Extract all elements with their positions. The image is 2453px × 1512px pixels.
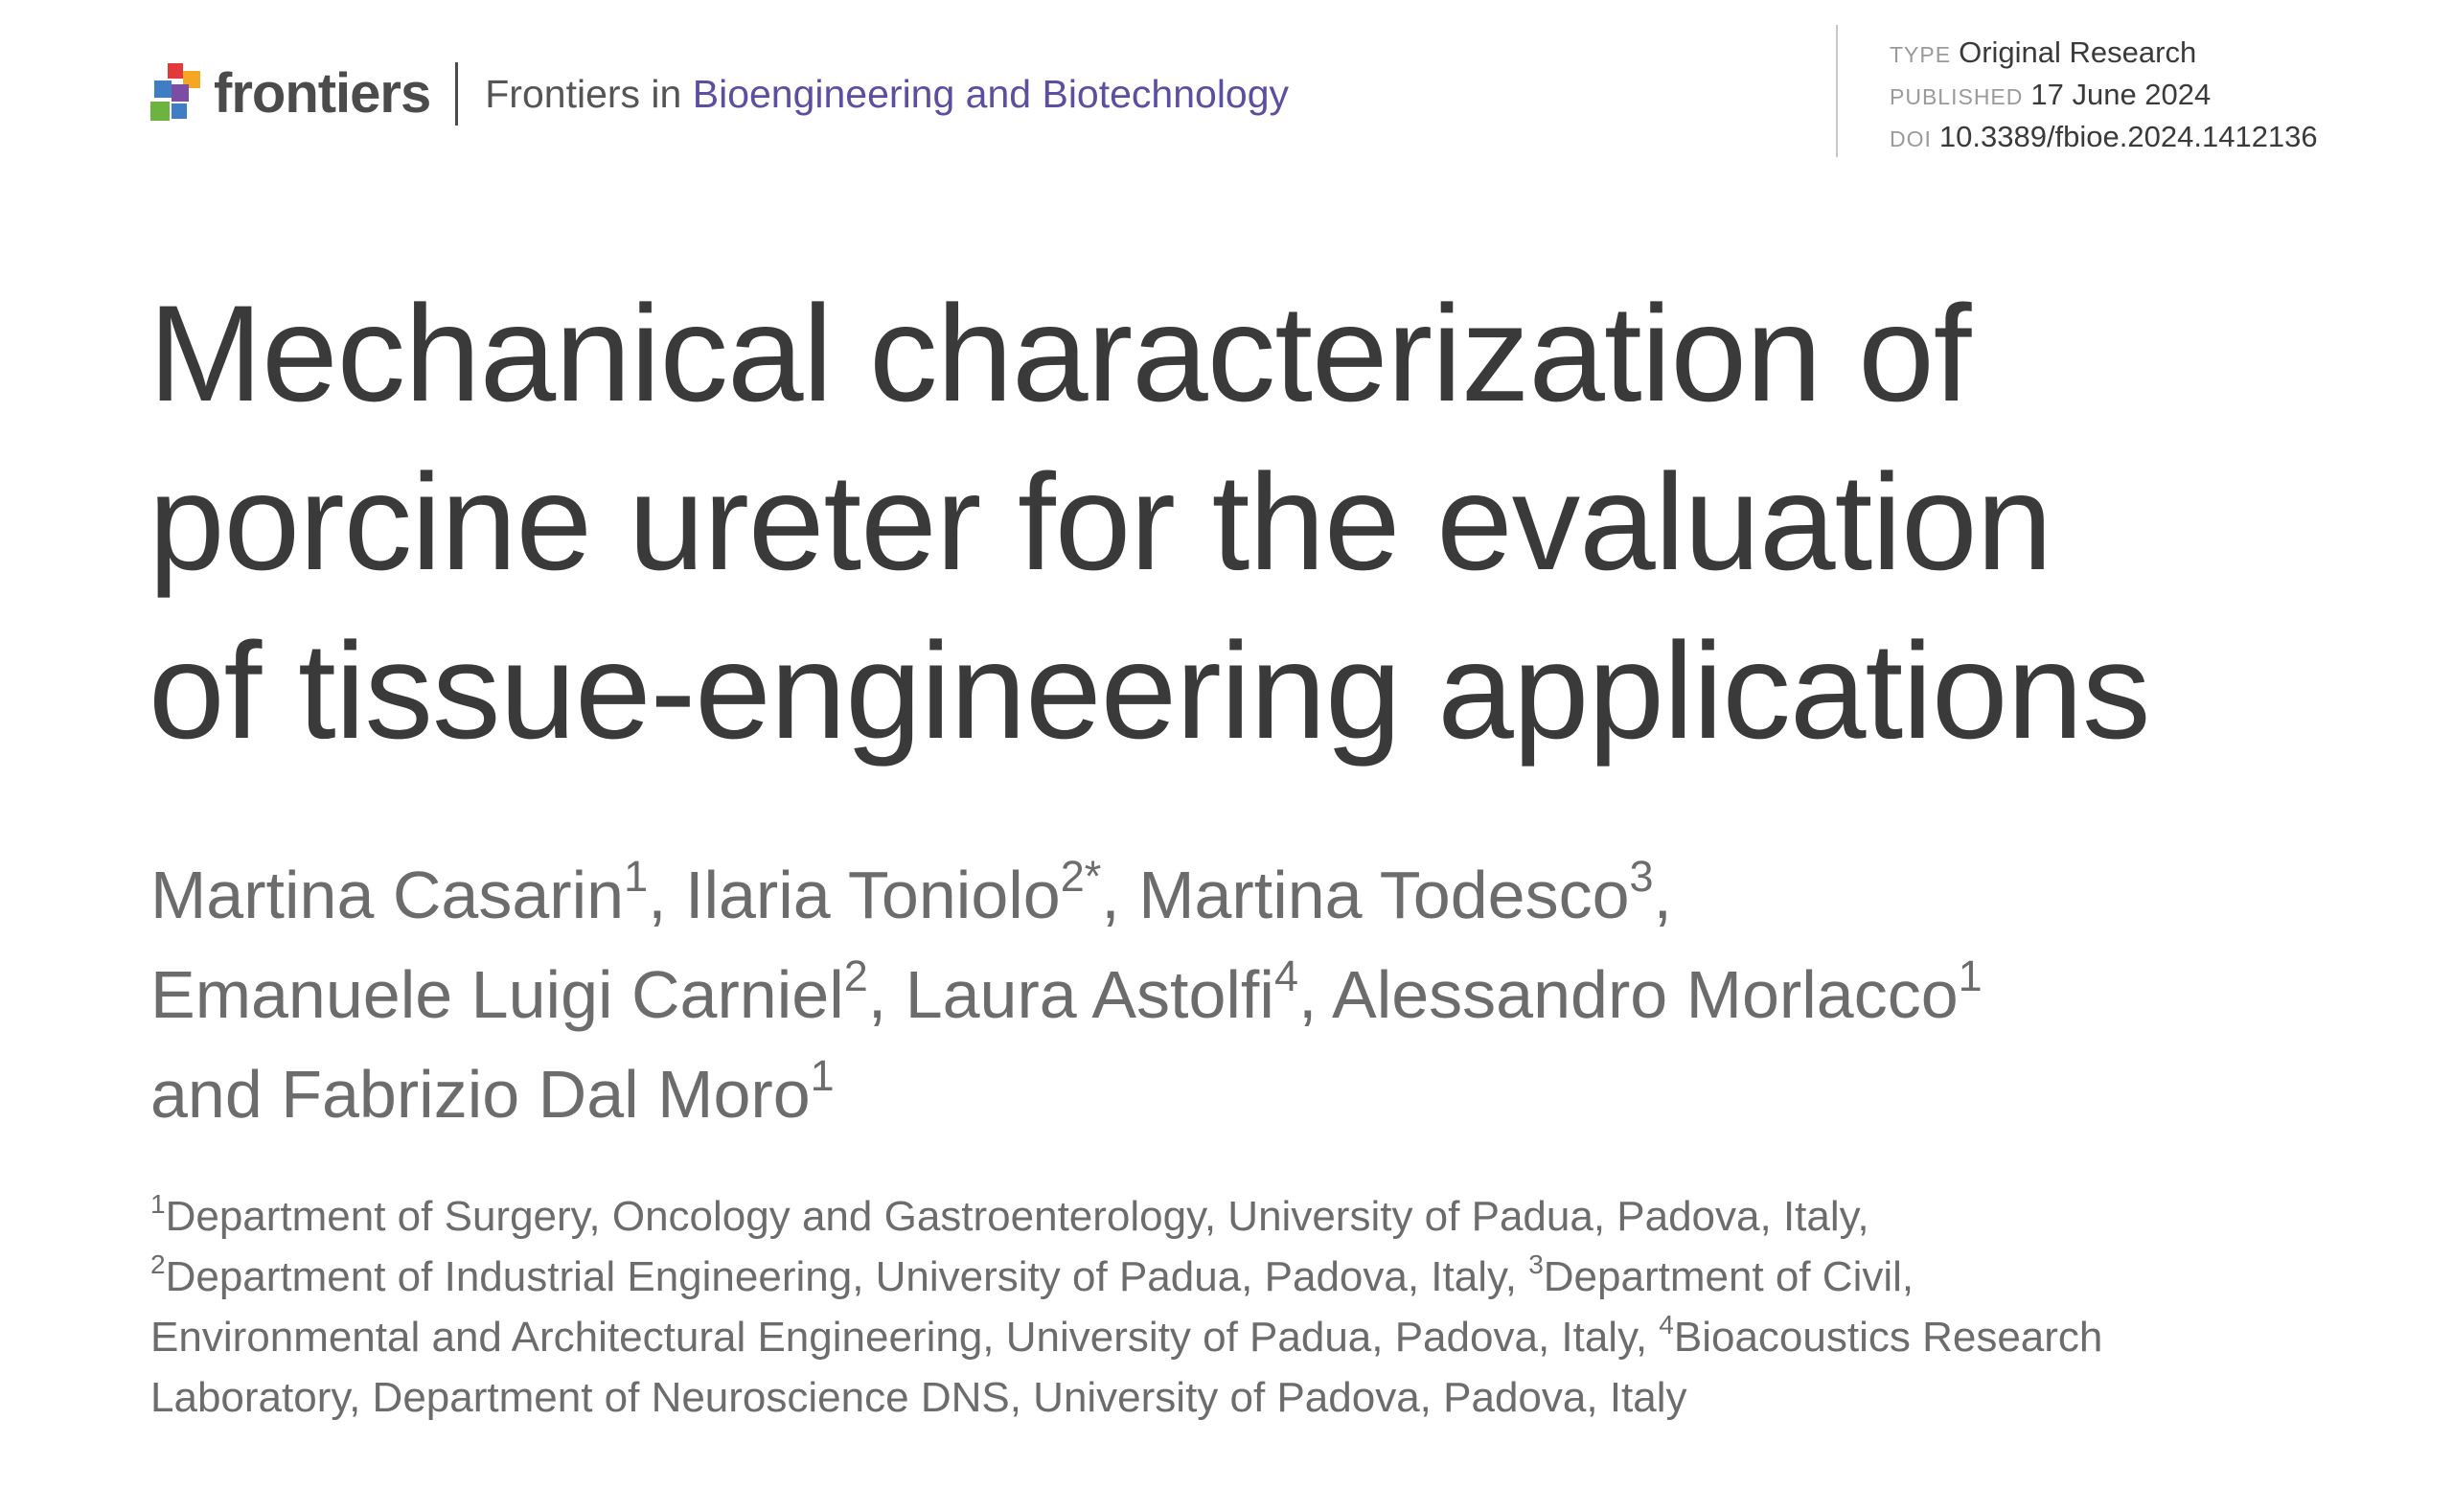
affiliation-text: Bioacoustics Research [1673,1314,2103,1361]
author-name: , Ilaria Toniolo [648,858,1061,932]
meta-divider [1836,25,1838,157]
journal-name: Bioengineering and Biotechnology [692,71,1290,116]
meta-doi-label: DOI [1890,126,1932,151]
header-divider [455,62,458,126]
affiliation-text: Department of Surgery, Oncology and Gastroenterology, University of Padua, Padova, Italy, [165,1193,1869,1240]
article-title [149,270,2352,776]
meta-type [1890,33,2318,75]
affiliation-text: Department of Civil, [1543,1253,1914,1300]
author-name: and Fabrizio Dal Moro [150,1057,811,1132]
author-affiliation-marker: 1 [1958,951,1983,1000]
affiliation-text: Laboratory, Department of Neuroscience DNS, University of Padova, Padova, Italy [150,1374,1687,1421]
journal-title [485,71,1290,116]
author-affiliation-marker: 2* [1060,852,1102,901]
meta-published-value: 17 June 2024 [2030,78,2212,111]
affiliation-marker: 2 [150,1249,166,1279]
meta-doi [1890,117,2318,159]
meta-published [1890,75,2318,117]
affiliation-line [150,1186,2373,1247]
author-name: Emanuele Luigi Carniel [150,957,844,1032]
affiliation-marker: 4 [1659,1310,1674,1340]
meta-type-value: Original Research [1959,35,2197,69]
author-affiliation-marker: 1 [810,1051,835,1100]
author-line [150,845,2354,945]
frontiers-logo-icon [150,63,204,125]
author-separator: , [1653,858,1672,932]
author-affiliation-marker: 3 [1629,852,1654,901]
author-line [150,945,2354,1044]
author-name: , Martina Todesco [1101,858,1630,932]
affiliation-text: Environmental and Architectural Engineering, University of Padua, Padova, Italy, [150,1314,1660,1361]
author-name: , Alessandro Morlacco [1297,957,1959,1032]
author-name: Martina Casarin [150,858,625,932]
affiliation-line [150,1247,2373,1307]
title-line: Mechanical characterization of [149,278,1971,430]
meta-doi-value[interactable]: 10.3389/fbioe.2024.1412136 [1938,120,2318,153]
author-name: , Laura Astolfi [867,957,1274,1032]
title-line: porcine ureter for the evaluation [149,447,2052,599]
affiliation-list [150,1186,2373,1428]
affiliation-marker: 3 [1528,1249,1544,1279]
affiliation-text: Department of Industrial Engineering, University of Padua, Padova, Italy, [165,1253,1529,1300]
author-affiliation-marker: 1 [624,852,649,901]
affiliation-line [150,1307,2373,1367]
frontiers-logo-text: frontiers [214,62,431,125]
article-metadata [1890,33,2318,159]
title-line: of tissue-engineering applications [149,615,2150,767]
author-affiliation-marker: 4 [1273,951,1298,1000]
meta-type-label: TYPE [1890,42,1952,67]
author-affiliation-marker: 2 [843,951,868,1000]
author-line [150,1044,2354,1144]
meta-published-label: PUBLISHED [1890,84,2024,109]
author-list [150,845,2354,1144]
affiliation-line [150,1367,2373,1428]
journal-prefix: Frontiers in [485,71,682,116]
affiliation-marker: 1 [150,1189,166,1219]
journal-header [150,56,1289,132]
